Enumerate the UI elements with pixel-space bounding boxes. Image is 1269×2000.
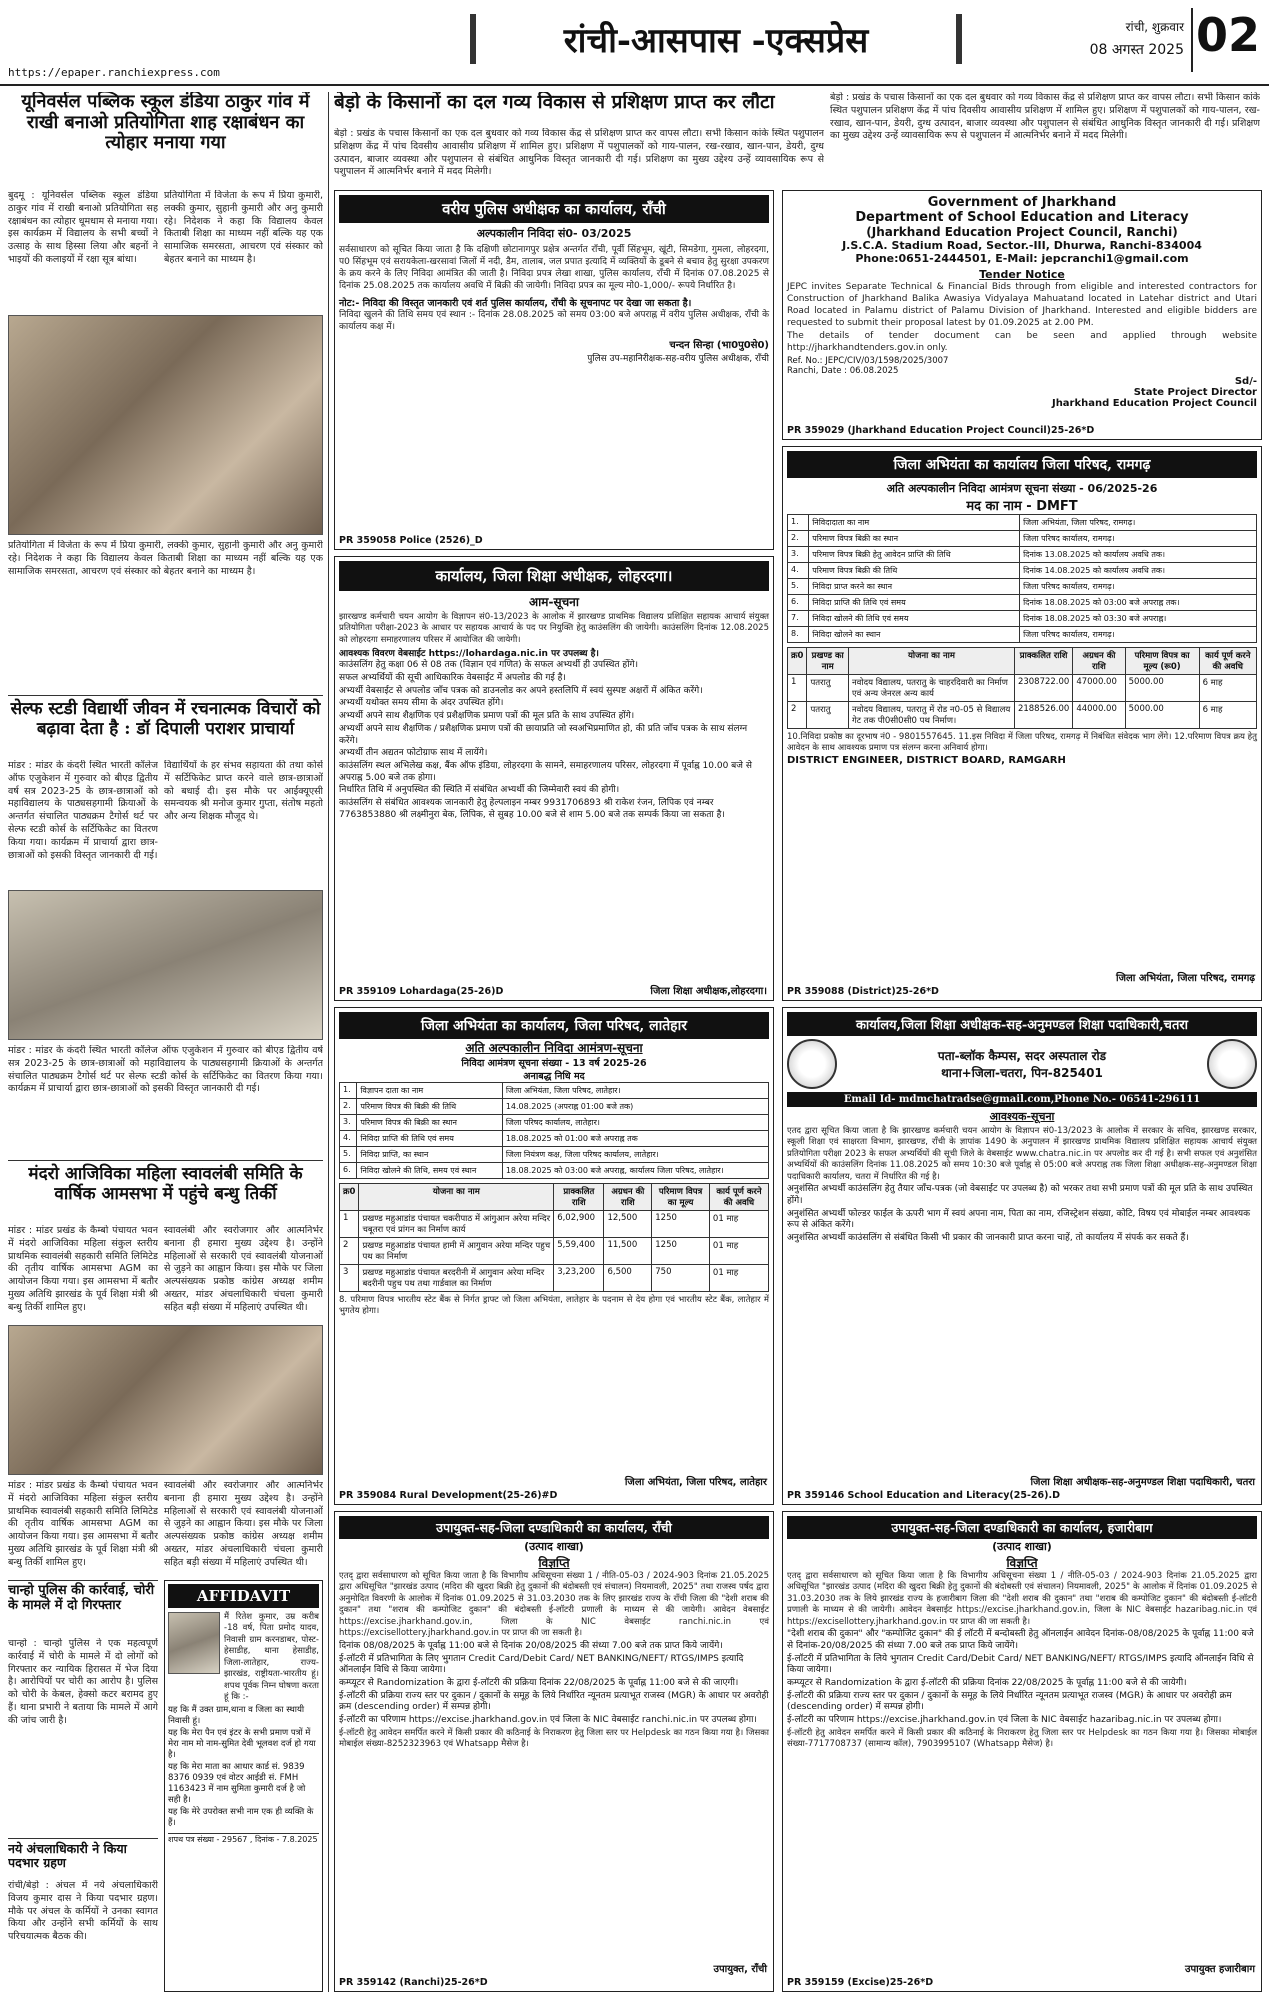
selfstudy-headline-box: [8, 695, 323, 755]
ranchi-excise-signer: उपायुक्त, राँची: [713, 1964, 767, 1975]
latehar-signer: जिला अभियंता, जिला परिषद, लातेहार: [624, 1477, 767, 1488]
latehar-works-table: [339, 1183, 769, 1292]
table-row: [788, 563, 1257, 579]
table-cell: परिमाण विपत्र बिक्री की तिथि: [809, 563, 1020, 579]
table-row: [340, 1099, 769, 1115]
affidavit-item: यह कि मेरे उपरोक्त सभी नाम एक ही व्यक्ति के हैं।: [168, 1807, 314, 1829]
table-cell: 44000.00: [1073, 702, 1125, 729]
lohardaga-title: कार्यालय, जिला शिक्षा अधीक्षक, लोहरदगा।: [339, 561, 769, 591]
table-row: [788, 702, 1257, 729]
chatra-title: कार्यालय,जिला शिक्षा अधीक्षक-सह-अनुमण्डल शिक्षा पदाधिकारी,चतरा: [787, 1012, 1257, 1036]
chatra-notice-ad: [782, 1007, 1262, 1505]
table-cell: जिला परिषद कार्यालय, रामगढ़।: [1020, 579, 1257, 595]
page-number: 02: [1191, 8, 1263, 72]
chatra-instruction: अनुशंसित अभ्यर्थी काउंसलिंग से संबंधित किसी भी प्रकार की जानकारी प्राप्त करना चाहें, तो कार्यालय में संपर्क कर सकते हैं।: [787, 1233, 1189, 1244]
jepc-council: (Jharkhand Education Project Council, Ranchi): [866, 225, 1178, 239]
table-header-row: [340, 1184, 769, 1211]
table-cell: निविदा खोलने की तिथि, समय एवं स्थान: [357, 1163, 503, 1179]
jepc-body: JEPC invites Separate Technical & Financial Bids through from eligible and interested contractors for Construction of Jharkhand Balika Awasiya Vidyalaya Mahuatand located in Latehar district and Utari Road located in Palamu district of Palamu Division of Jharkhand. Interested and eligible bidders are requested to submit their proposal latest by 01.09.2025 at 2.00 PM.: [787, 282, 1257, 329]
lohardaga-sub: आम-सूचना: [529, 595, 579, 609]
affidavit-item: यह कि मैं उक्त ग्राम,थाना व जिला का स्थायी निवासी हूं।: [168, 1704, 305, 1726]
table-cell: 1250: [652, 1211, 710, 1238]
table-header-cell: प्रखण्ड का नाम: [807, 648, 849, 675]
table-cell: दिनांक 18.08.2025 को 03:00 बजे अपराह्न तक।: [1020, 595, 1257, 611]
ramgarh-signer: जिला अभियंता, जिला परिषद, रामगढ़: [1115, 973, 1255, 984]
lohardaga-ref: PR 359109 Lohardaga(25-26)D: [339, 986, 504, 997]
table-cell: 2308722.00: [1014, 675, 1072, 702]
latehar-tender-ad: [334, 1007, 774, 1505]
table-row: [788, 515, 1257, 531]
table-cell: 14.08.2025 (अपराह्न 01:00 बजे तक): [502, 1099, 768, 1115]
hazaribag-excise-item: ई-लॉटरी में प्रतिभागिता के लिये भुगतान Credit Card/Debit Card/ NET BANKING/NEFT/ RTGS/IMPS इत्यादि ऑनलाईन विधि से किया जायेगा।: [787, 1653, 1254, 1676]
hazaribag-excise-item: "देशी शराब की दुकान" और "कम्पोजिट दुकान" की ई लॉटरी में बन्दोबस्ती हेतु ऑनलाईन आवेदन दिनांक-08/08/2025 के पूर्वाह्न 11:00 बजे से दिनांक-20/08/2025 की संध्या 7.00 बजे तक प्राप्त किये जायेंगे।: [787, 1629, 1254, 1652]
table-row: [788, 547, 1257, 563]
table-header-cell: प्राक्कलित राशि: [1014, 648, 1072, 675]
table-cell: 12,500: [604, 1211, 652, 1238]
latehar-title: जिला अभियंता का कार्यालय, जिला परिषद, लातेहार: [339, 1012, 769, 1039]
hazaribag-excise-notice: विज्ञप्ति: [1006, 1556, 1038, 1570]
ramgarh-payee: DISTRICT ENGINEER, DISTRICT BOARD, RAMGARH: [787, 754, 1066, 766]
jepc-gov: Government of Jharkhand: [927, 195, 1117, 210]
table-cell: 47000.00: [1073, 675, 1125, 702]
jepc-signer: State Project Director: [1133, 386, 1257, 398]
ramgarh-ref: PR 359088 (District)25-26*D: [787, 986, 939, 997]
rakhi-body-1: बुदमू : यूनिवर्सल पब्लिक स्कूल डंडिया ठाकुर गांव में राखी बनाओ प्रतियोगिता सह रक्षाबंधन का त्योहार धूमधाम से मनाया गया। इस कार्यक्रम में विद्यालय के सभी बच्चों ने उत्साह के साथ हिस्सा लिया और बहनों ने भाइयों की कलाइयों में रक्षा सूत्र बांधा।: [8, 190, 158, 266]
dateline-day: रांची, शुक्रवार: [1125, 20, 1184, 34]
latehar-notes: 8. परिमाण विपत्र भारतीय स्टेट बैंक से निर्गत ड्राफ्ट जो जिला अभियंता, लातेहार के पदनाम से देय होगा एवं भारतीय स्टेट बैंक, लातेहार में भुगतेय होगा।: [339, 1295, 769, 1317]
table-row: [340, 1238, 769, 1265]
table-cell: 750: [652, 1265, 710, 1292]
table-cell: निविदा प्राप्ति, का स्थान: [357, 1147, 503, 1163]
ramgarh-works-table: [787, 647, 1257, 729]
table-cell: 1: [340, 1211, 359, 1238]
mahila-headline-box: [8, 1160, 323, 1220]
ranchi-excise-item: कम्प्यूटर से Randomization के द्वारा ई-लॉटरी की प्रक्रिया दिनांक 22/08/2025 के पूर्वाह्न 11:00 बजे से की जाएगी।: [339, 1677, 739, 1688]
ranchi-excise-notice: विज्ञप्ति: [538, 1556, 570, 1570]
ranchi-excise-item: दिनांक 08/08/2025 के पूर्वाह्न 11:00 बजे से दिनांक 20/08/2025 की संध्या 7.00 बजे तक प्राप्त किये जायेंगे।: [339, 1640, 723, 1651]
table-cell: परिमाण विपत्र की बिक्री का स्थान: [357, 1115, 503, 1131]
table-cell: जिला परिषद कार्यालय, लातेहार।: [502, 1115, 768, 1131]
officer-headline: नये अंचलाधिकारी ने किया पदभार ग्रहण: [8, 1841, 127, 1871]
ramgarh-head: मद का नाम - DMFT: [966, 499, 1078, 514]
table-cell: 6.: [340, 1163, 357, 1179]
table-cell: 5000.00: [1125, 675, 1199, 702]
table-header-row: [788, 648, 1257, 675]
table-cell: 5000.00: [1125, 702, 1199, 729]
table-header-cell: परिमाण विपत्र का मूल्य (रू0): [1125, 648, 1199, 675]
officer-body: रांची/बेड़ो : अंचल में नये अंचलाधिकारी विजय कुमार दास ने किया पदभार ग्रहण। मौके पर अंचल के कर्मियों ने उनका स्वागत किया और उन्होंने सभी कर्मियों के साथ परिचयात्मक बैठक की।: [8, 1880, 158, 1943]
affidavit-footer: शपथ पत्र संख्या - 29567 , दिनांक - 7.8.2025: [168, 1835, 318, 1845]
selfstudy-body-2: विद्यार्थियों के हर संभव सहायता की तथा कोर्स में सर्टिफिकेट प्राप्त करने वाले छात्र-छात्राओं को बधाई दी। इस मौके पर आईक्यूएसी समन्वयक श्री मनोज कुमार गुप्ता, संतोष महतो और अन्य शिक्षक मौजूद थे।: [164, 760, 323, 823]
table-cell: 11,500: [604, 1238, 652, 1265]
ranchi-excise-ref: PR 359142 (Ranchi)25-26*D: [339, 1977, 488, 1988]
table-cell: 6 माह: [1199, 702, 1256, 729]
ranchi-excise-item: ई-लॉटरी का परिणाम https://excise.jharkhand.gov.in एवं जिला के NIC वेबसाईट ranchi.nic.in पर उपलब्ध होगा।: [339, 1714, 757, 1725]
table-cell: 2188526.00: [1014, 702, 1072, 729]
table-cell: 6.: [788, 595, 809, 611]
farmers-body-cont: बेड़ो : प्रखंड के पचास किसानों का एक दल बुधवार को गव्य विकास केंद्र से प्रशिक्षण प्राप्त कर वापस लौटा। सभी किसान कांके स्थित पशुपालन प्रशिक्षण केंद्र में पांच दिवसीय आवासीय प्रशिक्षण में शामिल हुए। प्रशिक्षण में पशुपालकों को गाय-पालन, रख-रखाव, खान-पान, डेयरी, दुग्ध उत्पादन, बाजार व्यवस्था और पशुपालन से संबंधित आधुनिक विस्तृत जानकारी दी गई। प्रशिक्षण का मुख्य उद्देश्य उन्हें व्यावसायिक रूप से पशुपालन में आत्मनिर्भर बनाने में मदद मिलेगी।: [830, 92, 1260, 142]
selfstudy-body-more: मांडर : मांडर के कंदरी स्थित भारती कॉलेज ऑफ एजुकेशन में गुरुवार को बीएड द्वितीय वर्ष सत्र 2023-25 के छात्र-छात्राओं को महाविद्यालय के पाठ्यसहगामी क्रियाओं के अन्तर्गत संचालित पाठ्यक्रम टैगोर्स थर्ट पर सेल्फ स्टडी कोर्स के सर्टिफिकेट का वितरण किया गया। कार्यक्रम में प्राचार्या द्वारा छात्र-छात्राओं को इसकी विस्तृत जानकारी दी गई।: [8, 1045, 323, 1095]
table-cell: 01 माह: [709, 1238, 768, 1265]
table-cell: 3.: [788, 547, 809, 563]
selfstudy-photo: [8, 890, 323, 1040]
chatra-body: एतद द्वारा सूचित किया जाता है कि झारखण्ड कर्मचारी चयन आयोग के विज्ञापन सं0-13/2023 के आलोक में सरकार के सचिव, झारखण्ड सरकार, स्कूली शिक्षा एवं साक्षरता विभाग, झारखण्ड, राँची के ज्ञापांक 1490 के अनुपालन में झारखण्ड प्राथमिक विद्यालय प्रशिक्षित सहायक आचार्य संयुक्त प्रतियोगिता परीक्षा 2023 के सफल अभ्यर्थियों की सूची जिले के वेबसाईट www.chatra.nic.in पर अपलोड कर दी गई है। सभी सफल एवं अनुशंसित अभ्यर्थियों की काउंसलिंग दिनांक 11.08.2025 को समय 10:30 बजे पूर्वाह्न से 05:00 बजे अपराह्न तक जिला शिक्षा अधीक्षक-सह-अनुमण्डल शिक्षा पदाधिकारी कार्यालय, चतरा में निर्धारित की गई है।: [787, 1126, 1257, 1182]
hazaribag-excise-body: एतद् द्वारा सर्वसाधारण को सूचित किया जाता है कि विभागीय अधिसूचना संख्या 1 / नीति-05-03 / 2024-903 दिनांक 21.05.2025 द्वारा अधिसूचित "झारखंड उत्पाद (मदिरा की खुदरा बिक्री हेतु दुकानों की बंदोबस्ती एवं संचालन) नियमावली, 2025" के आलोक में दिनांक 01.09.2025 से 31.03.2030 तक के लिये झारखंड राज्य के हजारीबाग जिला की "देशी शराब की दुकान" तथा "शराब की कम्पोजिट दुकान" की बंदोबस्ती ई-लॉटरी प्रणाली के माध्यम से की जायेगी। आवेदन वेबसाईट https://excise.jharkhand.gov.in, जिला के NIC वेबसाईट hazaribag.nic.in एवं https://excisellottery.jharkhand.gov.in पर प्राप्त की जा सकती है।: [787, 1571, 1257, 1627]
ranchi-excise-helpdesk: ई-लॉटरी हेतु आवेदन समर्पित करने में किसी प्रकार की कठिनाई के निराकरण हेतु जिला स्तर पर Helpdesk का गठन किया गया है। जिसका मोबाईल संख्या-8252323963 एवं Whatsapp मैसेज है।: [339, 1727, 769, 1750]
table-header-cell: कार्य पूर्ण करने की अवधि: [1199, 648, 1256, 675]
hazaribag-excise-helpdesk: ई-लॉटरी हेतु आवेदन समर्पित करने में किसी प्रकार की कठिनाई के निराकरण हेतु जिला स्तर पर Helpdesk का गठन किया गया है। जिसका मोबाईल संख्या-7717708737 (सामान्य कॉल), 7903995107 (Whatsapp मैसेज) है।: [787, 1727, 1257, 1750]
ranchi-excise-item: ई-लॉटरी में प्रतिभागिता के लिए भुगतान Credit Card/Debit Card/ NET BANKING/NEFT/ RTGS/IMPS इत्यादि ऑनलाईन विधि से किया जायेगा।: [339, 1653, 744, 1676]
table-header-cell: कार्य पूर्ण करने की अवधि: [709, 1184, 768, 1211]
table-cell: जिला परिषद कार्यालय, रामगढ़।: [1020, 627, 1257, 643]
hazaribag-excise-item: ई-लॉटरी का परिणाम https://excise.jharkhand.gov.in एवं जिला के NIC वेबसाईट hazaribag.nic.in पर उपलब्ध होगा।: [787, 1715, 1222, 1726]
table-row: [788, 579, 1257, 595]
table-cell: 18.08.2025 को 03:00 बजे अपराह्न, कार्यालय जिला परिषद, लातेहार।: [502, 1163, 768, 1179]
page-title: रांची-आसपास -एक्सप्रेस: [470, 14, 962, 64]
ramgarh-notes: 10.निविदा प्रकोष्ठ का दूरभाष नं0 - 9801557645. 11.इस निविदा में जिला परिषद, रामगढ़ में निबंधित संवेदक भाग लेंगे। 12.परिमाण विपत्र क्रय हेतु आवेदन के साथ आवश्यक प्रमाण पत्र संलग्न करना अनिवार्य होगा।: [787, 732, 1257, 754]
table-cell: 3: [340, 1265, 359, 1292]
table-cell: पतरातु: [807, 675, 849, 702]
hazaribag-excise-item: कम्प्यूटर से Randomization के द्वारा ई-लॉटरी की प्रक्रिया दिनांक 22/08/2025 के पूर्वाह्न 11:00 बजे से की जायेगी।: [787, 1678, 1187, 1689]
chanho-body: चान्हो : चान्हो पुलिस ने एक महत्वपूर्ण कार्रवाई में चोरी के मामले में दो लोगों को गिरफ्तार कर न्यायिक हिरासत में भेज दिया है। आरोपियों पर चोरी का आरोप है। पुलिस को चोरी के केबल, हेक्सो कटर बरामद हुए हैं। थाना प्रभारी ने बताया कि मामले में आगे की जांच जारी है।: [8, 1638, 158, 1726]
table-cell: 7.: [788, 611, 809, 627]
table-cell: 6 माह: [1199, 675, 1256, 702]
hazaribag-excise-ref: PR 359159 (Excise)25-26*D: [787, 1977, 934, 1988]
table-cell: 2: [340, 1238, 359, 1265]
lohardaga-instruction: अभ्यर्थी अपने साथ शैक्षणिक एवं प्रशैक्षणिक प्रमाण पत्रों की मूल प्रति के साथ उपस्थित होंगे।: [339, 711, 635, 722]
chatra-ref: PR 359146 School Education and Literacy(25-26).D: [787, 1490, 1060, 1501]
table-header-cell: योजना का नाम: [359, 1184, 554, 1211]
jepc-sd: Sd/-: [1234, 375, 1257, 387]
table-header-cell: अग्रधन की राशि: [1073, 648, 1125, 675]
table-header-cell: क्र0: [340, 1184, 359, 1211]
ranchi-excise-ad: [334, 1511, 774, 1992]
table-cell: 2.: [340, 1099, 357, 1115]
table-row: [340, 1131, 769, 1147]
lohardaga-instruction: काउंसलिंग से संबंधित आवश्यक जानकारी हेतु हेल्पलाइन नम्बर 9931706893 श्री राकेश रंजन, लिपिक एवं नम्बर 7763853880 श्री लक्ष्मीनुरा बेक, लिपिक, से सुबह 10.00 बजे से शाम 5.00 बजे तक सम्पर्क किया जा सकता है।: [339, 797, 725, 820]
chatra-address: पता-ब्लॉक कैम्पस, सदर अस्पताल रोड: [937, 1049, 1107, 1063]
latehar-ref: PR 359084 Rural Development(25-26)#D: [339, 1490, 558, 1501]
table-cell: प्रखण्ड महुआडांड पंचायत चकरीपाठ में आंगुआन अरेया मन्दिर चबूतरा एवं प्रांगन का निर्माण कार्य: [359, 1211, 554, 1238]
table-row: [788, 531, 1257, 547]
police-tender-ad: [334, 190, 774, 550]
table-cell: 1: [788, 675, 807, 702]
table-header-cell: क्र0: [788, 648, 807, 675]
chatra-instruction: अनुशंसित अभ्यर्थी काउंसलिंग हेतु तैयार जाँच-पत्रक (जो वेबसाईट पर उपलब्ध है) को भरकर तथा सभी प्रमाण पत्रों की मूल प्रति के साथ उपस्थित होंगे।: [787, 1184, 1253, 1207]
table-cell: दिनांक 13.08.2025 को कार्यालय अवधि तक।: [1020, 547, 1257, 563]
table-cell: 01 माह: [709, 1265, 768, 1292]
table-cell: 01 माह: [709, 1211, 768, 1238]
jepc-date: Ranchi, Date : 06.08.2025: [787, 365, 899, 376]
selfstudy-headline: सेल्फ स्टडी विद्यार्थी जीवन में रचनात्मक विचारों को बढ़ावा देता है : डॉ दिपाली पराशर प्राचार्या: [10, 699, 321, 739]
table-cell: 18.08.2025 को 01:00 बजे अपराह्न तक: [502, 1131, 768, 1147]
table-cell: प्रखण्ड महुआडांड पंचायत हामी में आगुवान अरेया मन्दिर पहुच पथ का निर्माण: [359, 1238, 554, 1265]
rakhi-headline-box: [8, 92, 323, 182]
affidavit-item: यह कि मेरा माता का आधार कार्ड सं. 9839 8376 0939 एवं वोटर आईडी सं. FMH 1163423 में नाम सुमिता कुमारी दर्ज है जो सही है।: [168, 1761, 306, 1806]
ramgarh-title: जिला अभियंता का कार्यालय जिला परिषद, रामगढ़: [787, 451, 1257, 478]
table-cell: 2.: [788, 531, 809, 547]
ramgarh-tender-ad: [782, 446, 1262, 1001]
mahila-headline: मंदरो आजिविका महिला स्वावलंबी समिति के वार्षिक आमसभा में पहुंचे बन्धु तिर्की: [28, 1164, 303, 1204]
mahila-body-3: मांडर : मांडर प्रखंड के कैम्बो पंचायत भवन में मंदरो आजिविका महिला संकुल स्तरीय प्राथमिक स्वावलंबी सहकारी समिति लिमिटेड की तृतीय वार्षिक आमसभा AGM का आयोजन किया गया। इस आमसभा में बतौर मुख्य अतिथि झारखंड के पूर्व शिक्षा मंत्री श्री बन्धु तिर्की शामिल हुए।: [8, 1480, 158, 1568]
chanho-headline-box: [8, 1580, 158, 1635]
mahila-body-2: स्वावलंबी और स्वरोजगार और आत्मनिर्भर बनाना ही हमारा मुख्य उद्देश्य है। उन्होंने महिलाओं से सरकारी एवं स्वावलंबी योजनाओं से जुड़ने का आह्वान किया। इस मौके पर जिला अल्पसंख्यक प्रकोष्ठ कांग्रेस अध्यक्ष शमीम अख्तर, मांडर अंचलाधिकारी चंचला कुमारी सहित बड़ी संख्या में महिलाएं उपस्थित थी।: [164, 1225, 323, 1313]
table-cell: नवोदय विद्यालय, पतरातु के चाहरदिवारी का निर्माण एवं अन्य जेनरल अन्य कार्य: [848, 675, 1014, 702]
police-ad-ref: PR 359058 Police (2526)_D: [339, 535, 483, 546]
officer-headline-box: [8, 1838, 158, 1878]
police-ad-notice: अल्पकालीन निविदा सं0- 03/2025: [476, 227, 632, 240]
table-cell: पतरातु: [807, 702, 849, 729]
table-cell: जिला परिषद कार्यालय, रामगढ़।: [1020, 531, 1257, 547]
table-cell: 5.: [788, 579, 809, 595]
table-cell: निविदा खोलने की तिथि एवं समय: [809, 611, 1020, 627]
table-cell: 1.: [340, 1083, 357, 1099]
table-row: [340, 1115, 769, 1131]
table-cell: परिमाण विपत्र बिक्री हेतु आवेदन प्राप्ति की तिथि: [809, 547, 1020, 563]
latehar-info-table: [339, 1082, 769, 1179]
farmers-headline-box: [334, 92, 824, 126]
table-row: [788, 675, 1257, 702]
lohardaga-body: झारखण्ड कर्मचारी चयन आयोग के विज्ञापन सं0-13/2023 के आलोक में झारखण्ड प्राथमिक विद्यालय प्रशिक्षित सहायक आचार्य संयुक्त प्रतियोगिता परीक्षा-2023 के आधार पर सहायक आचार्य के पद पर नियुक्ति हेतु काउंसलिंग की जायेगी। काउंसलिंग दिनांक 12.08.2025 को लोहरदगा समाहरणालय परिसर में आयोजित की जायेगी।: [339, 612, 769, 645]
lohardaga-instruction: काउंसलिंग स्थल अभिलेख कक्ष, बैंक ऑफ इंडिया, लोहरदगा के सामने, समाहरणालय परिसर, लोहरदगा में पूर्वाह्न 10.00 बजे से अपराह्न 5.00 बजे तक होगा।: [339, 760, 752, 783]
epaper-url[interactable]: https://epaper.ranchiexpress.com: [8, 66, 220, 79]
table-cell: जिला नियंत्रण कक्ष, जिला परिषद कार्यालय, लातेहार।: [502, 1147, 768, 1163]
rakhi-body-more: प्रतियोगिता में विजेता के रूप में प्रिया कुमारी, लक्की कुमार, सुहानी कुमारी और अनु कुमारी रहे। निदेशक ने कहा कि विद्यालय केवल किताबी शिक्षा का माध्यम नहीं बल्कि यह एक सामाजिक समरसता, आचरण एवं संस्कार को बेहतर बनाने का माध्यम है।: [8, 540, 323, 577]
farmers-headline: बेड़ो के किसानों का दल गव्य विकास से प्रशिक्षण प्राप्त कर लौटा: [334, 92, 775, 113]
hazaribag-excise-title: उपायुक्त-सह-जिला दण्डाधिकारी का कार्यालय, हजारीबाग: [787, 1516, 1257, 1539]
table-cell: प्रखण्ड महुआडांड पंचायत बरदरीनी में आगुवान अरेया मन्दिर बदरीनी पहुच पथ तथा गार्डवाल का निर्माण: [359, 1265, 554, 1292]
table-cell: 5.: [340, 1147, 357, 1163]
police-ad-signer-title: पुलिस उप-महानिरीक्षक-सह-वरीय पुलिस अधीक्षक, राँची: [587, 353, 769, 364]
chatra-contact: Email Id- mdmchatradse@gmail.com,Phone No.- 06541-296111: [787, 1092, 1257, 1107]
farmers-body: बेड़ो : प्रखंड के पचास किसानों का एक दल बुधवार को गव्य विकास केंद्र से प्रशिक्षण प्राप्त कर वापस लौटा। सभी किसान कांके स्थित पशुपालन प्रशिक्षण केंद्र में पांच दिवसीय आवासीय प्रशिक्षण में शामिल हुए। प्रशिक्षण में पशुपालकों को गाय-पालन, रख-रखाव, खान-पान, डेयरी, दुग्ध उत्पादन, बाजार व्यवस्था और पशुपालन से संबंधित आधुनिक विस्तृत जानकारी दी गई। प्रशिक्षण का मुख्य उद्देश्य उन्हें व्यावसायिक रूप से पशुपालन में आत्मनिर्भर बनाने में मदद मिलेगी।: [334, 128, 824, 178]
ranchi-excise-title: उपायुक्त-सह-जिला दण्डाधिकारी का कार्यालय, राँची: [339, 1516, 769, 1539]
table-header-cell: प्राक्कलित राशि: [554, 1184, 604, 1211]
rakhi-body-2: प्रतियोगिता में विजेता के रूप में प्रिया कुमारी, लक्की कुमार, सुहानी कुमारी और अनु कुमारी रहे। निदेशक ने कहा कि विद्यालय केवल किताबी शिक्षा का माध्यम नहीं बल्कि यह एक सामाजिक समरसता, आचरण एवं संस्कार को बेहतर बनाने का माध्यम है।: [164, 190, 323, 266]
table-cell: जिला अभियंता, जिला परिषद, रामगढ़।: [1020, 515, 1257, 531]
ranchi-excise-item: ई-लॉटरी की प्रक्रिया राज्य स्तर पर दुकान / दुकानों के समूह के लिये निर्धारित न्यूनतम प्रत्याभूत राजस्व (MGR) के आधार पर अवरोही क्रम (descending order) में सम्पन्न होगी।: [339, 1690, 769, 1713]
lohardaga-notice-ad: [334, 556, 774, 1001]
table-row: [340, 1147, 769, 1163]
table-cell: 2: [788, 702, 807, 729]
emblem-icon: [787, 1039, 837, 1089]
table-cell: जिला अभियंता, जिला परिषद, लातेहार।: [502, 1083, 768, 1099]
chatra-instruction: अनुशंसित अभ्यर्थी फोल्डर फाईल के ऊपरी भाग में स्वयं अपना नाम, पिता का नाम, रजिस्ट्रेशन संख्या, कोटि, विषय एवं मोबाईल नम्बर आवश्यक रूप से अंकित करेंगे।: [787, 1208, 1251, 1231]
table-cell: निविदा प्राप्ति की तिथि एवं समय: [809, 595, 1020, 611]
mahila-photo: [8, 1325, 323, 1475]
table-header-cell: परिमाण विपत्र का मूल्य: [652, 1184, 710, 1211]
jepc-refno: Ref. No.: JEPC/CIV/03/1598/2025/3007: [787, 355, 949, 366]
chatra-address-2: थाना+जिला-चतरा, पिन-825401: [941, 1066, 1103, 1080]
table-cell: 3,23,200: [554, 1265, 604, 1292]
jepc-ref: PR 359029 (Jharkhand Education Project Council)25-26*D: [787, 425, 1095, 436]
affidavit-body: मैं रितेश कुमार, उम्र करीब -18 वर्ष, पिता प्रमोद यादव, निवासी ग्राम करनडाबर, पोस्ट-हेसाडीह, थाना हेसाडीह, जिला-लातेहार, राज्य- झारखंड, राष्ट्रीयता-भारतीय हूं। शपथ पूर्वक निम्न घोषणा करता हूं कि :-: [224, 1612, 319, 1703]
police-ad-signer: चन्दन सिन्हा (भा0पु0से0): [669, 339, 769, 351]
police-ad-body: सर्वसाधारण को सूचित किया जाता है कि दक्षिणी छोटानागपुर प्रक्षेत्र अन्तर्गत राँची, पूर्वी सिंहभूम, खूंटी, सिमडेगा, गुमला, लोहरदगा, प0 सिंहभूम एवं सरायकेला-खरसावां जिलों में नदी, डैम, तालाब, जल प्रपात इत्यादि में व्यक्तियों के डूबने से बचाव हेतु सुरक्षा उपकरण के क्रय करने के लिए निविदा आमंत्रित की जाती है। निविदा प्रपत्र लेखा शाखा, पुलिस कार्यालय, राँची में दिनांक 07.08.2025 से दिनांक 25.08.2025 तक कार्यालय अवधि में बिक्री की जायेगी। निविदा प्रपत्र का मूल्य मो0-1,000/- रूपये निर्धारित है।: [339, 245, 769, 292]
table-row: [788, 595, 1257, 611]
table-cell: निविदा खोलने का स्थान: [809, 627, 1020, 643]
table-header-cell: योजना का नाम: [848, 648, 1014, 675]
table-cell: 6,500: [604, 1265, 652, 1292]
ranchi-excise-body: एतद् द्वारा सर्वसाधारण को सूचित किया जाता है कि विभागीय अधिसूचना संख्या 1 / नीति-05-03 / 2024-903 दिनांक 21.05.2025 द्वारा अधिसूचित "झारखंड उत्पाद (मदिरा की खुदरा बिक्री हेतु दुकानों की बंदोबस्ती एवं संचालन) नियमावली, 2025" तथा राजस्व पर्षद द्वारा अनुमोदित विवरणी के आलोक में दिनांक 01.09.2025 से 31.03.2030 तक के लिए झारखंड राज्य के राँची जिला की "देशी शराब की दुकान" तथा "शराब की कम्पोजिट दुकान" की बंदोबस्ती ई-लॉटरी प्रणाली के माध्यम से की जायेगी। आवेदन वेबसाईट https://excise.jharkhand.gov.in, जिला के NIC वेबसाईट ranchi.nic.in एवं https://excisellottery.jharkhand.gov.in पर प्राप्त की जा सकती है।: [339, 1571, 769, 1639]
lohardaga-instruction: अभ्यर्थी अपने साथ शैक्षणिक / प्रशैक्षणिक प्रमाण पत्रों की छायाप्रति जो स्वअभिप्रमाणित हो, की प्रति जाँच पत्रक के साथ संलग्न करेंगे।: [339, 723, 748, 746]
seal-icon: [1207, 1039, 1257, 1089]
mahila-body-1: मांडर : मांडर प्रखंड के कैम्बो पंचायत भवन में मंदरो आजिविका महिला संकुल स्तरीय प्राथमिक स्वावलंबी सहकारी समिति लिमिटेड की तृतीय वार्षिक आमसभा AGM का आयोजन किया गया। इस आमसभा में बतौर मुख्य अतिथि झारखंड के पूर्व शिक्षा मंत्री श्री बन्धु तिर्की शामिल हुए।: [8, 1225, 158, 1313]
lohardaga-instruction: अभ्यर्थी यथोक्त समय सीमा के अंदर उपस्थित होंगे।: [339, 698, 504, 709]
affidavit-photo: [168, 1612, 220, 1674]
table-cell: निविदा प्राप्ति की तिथि एवं समय: [357, 1131, 503, 1147]
table-cell: निविदादाता का नाम: [809, 515, 1020, 531]
rakhi-headline: यूनिवर्सल पब्लिक स्कूल डंडिया ठाकुर गांव में राखी बनाओ प्रतियोगिता शाह रक्षाबंधन का त्योहार मनाया गया: [21, 92, 310, 154]
affidavit-box: [164, 1580, 323, 1992]
latehar-notice: अति अल्पकालीन निविदा आमंत्रण-सूचना: [465, 1041, 643, 1055]
mahila-body-4: स्वावलंबी और स्वरोजगार और आत्मनिर्भर बनाना ही हमारा मुख्य उद्देश्य है। उन्होंने महिलाओं से सरकारी एवं स्वावलंबी योजनाओं से जुड़ने का आह्वान किया। इस मौके पर जिला अल्पसंख्यक प्रकोष्ठ कांग्रेस अध्यक्ष शमीम अख्तर, मांडर अंचलाधिकारी चंचला कुमारी सहित बड़ी संख्या में महिलाएं उपस्थित थी।: [164, 1480, 323, 1568]
table-cell: 3.: [340, 1115, 357, 1131]
hazaribag-excise-ad: [782, 1511, 1262, 1992]
ranchi-excise-sub: (उत्पाद शाखा): [524, 1540, 584, 1553]
latehar-sub: निविदा आमंत्रण सूचना संख्या - 13 वर्ष 2025-26: [461, 1058, 647, 1069]
lohardaga-website[interactable]: आवश्यक विवरण वेबसाईट https://lohardaga.nic.in पर उपलब्ध है।: [339, 649, 599, 660]
table-row: [788, 627, 1257, 643]
table-cell: 4.: [340, 1131, 357, 1147]
table-cell: 4.: [788, 563, 809, 579]
dateline-date: 08 अगस्त 2025: [1089, 42, 1184, 58]
hazaribag-excise-item: ई-लॉटरी की प्रक्रिया राज्य स्तर पर दुकान / दुकानों के समूह के लिये निर्धारित न्यूनतम प्रत्याभूत राजस्व (MGR) के आधार पर अवरोही क्रम (descending order) में सम्पन्न होगी।: [787, 1690, 1232, 1713]
affidavit-title: AFFIDAVIT: [168, 1584, 319, 1608]
lohardaga-instruction: अभ्यर्थी तीन अद्यतन फोटोग्राफ साथ में लायेंगे।: [339, 748, 488, 759]
affidavit-item: यह कि मेरा पैन एवं इंटर के सभी प्रमाण पत्रों में मेरा नाम मो नाम-सुमित देवी भूलवश दर्ज हो गया है।: [168, 1727, 316, 1760]
ramgarh-info-table: [787, 514, 1257, 643]
jepc-notice: Tender Notice: [979, 268, 1065, 281]
table-cell: 5,59,400: [554, 1238, 604, 1265]
chatra-signer: जिला शिक्षा अधीक्षक-सह-अनुमण्डल शिक्षा पदाधिकारी, चतरा: [1030, 1477, 1255, 1488]
lohardaga-signer: जिला शिक्षा अधीक्षक,लोहरदगा।: [650, 986, 767, 997]
jepc-contact: Phone:0651-2444501, E-Mail: jepcranchi1@gmail.com: [855, 252, 1189, 265]
police-ad-title: वरीय पुलिस अधीक्षक का कार्यालय, राँची: [339, 195, 769, 223]
table-row: [340, 1163, 769, 1179]
table-cell: परिमाण विपत्र की बिक्री की तिथि: [357, 1099, 503, 1115]
table-cell: निविदा प्राप्त करने का स्थान: [809, 579, 1020, 595]
table-row: [340, 1083, 769, 1099]
jepc-signer-2: Jharkhand Education Project Council: [1051, 397, 1257, 409]
jepc-body-2: The details of tender document can be seen and applied through website http://jharkhandtenders.gov.in only.: [787, 330, 1257, 353]
chatra-sub: आवश्यक-सूचना: [989, 1110, 1055, 1123]
hazaribag-excise-sub: (उत्पाद शाखा): [992, 1540, 1052, 1553]
police-ad-note: नोट:- निविदा की विस्तृत जानकारी एवं शर्त पुलिस कार्यालय, राँची के सूचनापट पर देखा जा सकता है।: [339, 297, 692, 309]
table-cell: 1.: [788, 515, 809, 531]
table-cell: 1250: [652, 1238, 710, 1265]
table-header-cell: अग्रधन की राशि: [604, 1184, 652, 1211]
jepc-address: J.S.C.A. Stadium Road, Sector.-III, Dhurwa, Ranchi-834004: [842, 239, 1202, 252]
table-row: [340, 1211, 769, 1238]
latehar-fund: अनाबद्ध निधि मद: [523, 1071, 585, 1082]
lohardaga-instruction: काउंसलिंग हेतु कक्षा 06 से 08 तक (विज्ञान एवं गणित) के सफल अभ्यर्थी ही उपस्थित होंगे।: [339, 660, 639, 671]
table-cell: परिमाण विपत्र बिक्री का स्थान: [809, 531, 1020, 547]
table-cell: 6,02,900: [554, 1211, 604, 1238]
table-row: [340, 1265, 769, 1292]
police-ad-opening: निविदा खुलने की तिथि समय एवं स्थान :- दिनांक 28.08.2025 को समय 03:00 बजे अपराह्न में वरीय पुलिस अधीक्षक, राँची के कार्यालय कक्ष में।: [339, 309, 769, 332]
lohardaga-instruction: सफल अभ्यर्थियों की सूची आधिकारिक वेबसाईट में अपलोड की गई है।: [339, 673, 566, 684]
selfstudy-body-1: मांडर : मांडर के कंदरी स्थित भारती कॉलेज ऑफ एजुकेशन में गुरुवार को बीएड द्वितीय वर्ष सत्र 2023-25 के छात्र-छात्राओं को महाविद्यालय के पाठ्यसहगामी क्रियाओं के अन्तर्गत संचालित पाठ्यक्रम टैगोर्स थर्ट पर सेल्फ स्टडी कोर्स के सर्टिफिकेट का वितरण किया गया। कार्यक्रम में प्राचार्या द्वारा छात्र-छात्राओं को इसकी विस्तृत जानकारी दी गई।: [8, 760, 158, 861]
jepc-tender-ad: [782, 190, 1262, 440]
lohardaga-instruction: निर्धारित तिथि में अनुपस्थित की स्थिति में संबंधित अभ्यर्थी की जिम्मेवारी स्वयं की होगी।: [339, 785, 620, 796]
ramgarh-notice: अति अल्पकालीन निविदा आमंत्रण सूचना संख्या - 06/2025-26: [886, 482, 1158, 495]
column-divider: [328, 92, 329, 1992]
jepc-dept: Department of School Education and Literacy: [855, 210, 1189, 225]
table-cell: नवोदय विद्यालय, पतरातु में रोड न0-05 से विद्यालय गेट तक पी0सी0सी0 पथ निर्माण।: [848, 702, 1014, 729]
lohardaga-instruction: अभ्यर्थी वेबसाईट से अपलोड जाँच पत्रक को डाउनलोड कर अपने हस्तलिपि में स्वयं सुस्पष्ट अक्षरों में अंकित करेंगे।: [339, 685, 703, 696]
masthead: [0, 0, 1269, 86]
table-cell: दिनांक 14.08.2025 को कार्यालय अवधि तक।: [1020, 563, 1257, 579]
table-cell: विज्ञापन दाता का नाम: [357, 1083, 503, 1099]
rakhi-photo: [8, 315, 323, 535]
table-row: [788, 611, 1257, 627]
chanho-headline: चान्हो पुलिस की कार्रवाई, चोरी के मामले में दो गिरफ्तार: [8, 1583, 155, 1613]
table-cell: 8.: [788, 627, 809, 643]
hazaribag-excise-signer: उपायुक्त हजारीबाग: [1184, 1964, 1255, 1975]
table-cell: दिनांक 18.08.2025 को 03:30 बजे अपराह्न।: [1020, 611, 1257, 627]
